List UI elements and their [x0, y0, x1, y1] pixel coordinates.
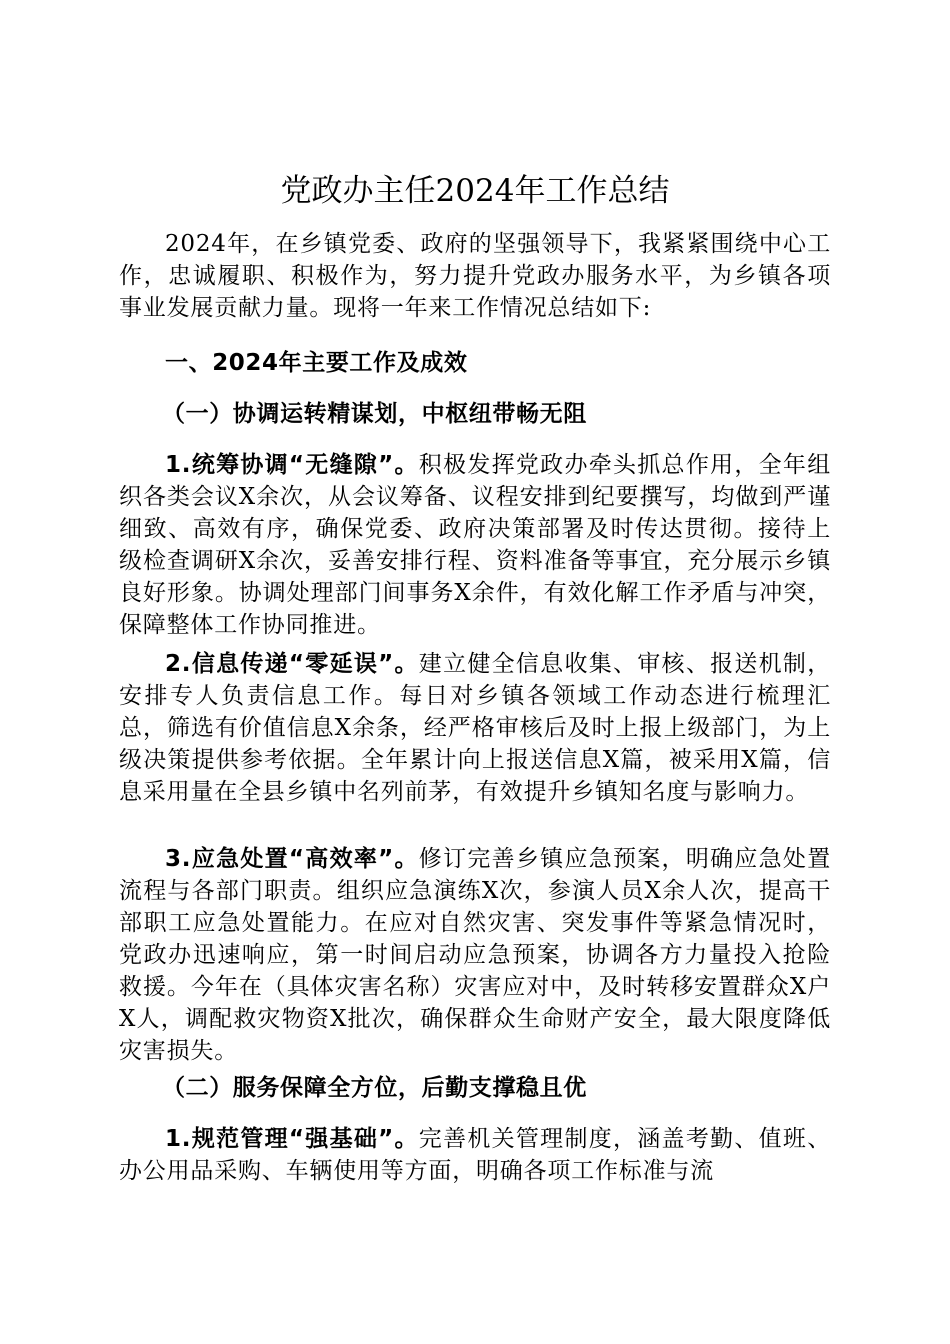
- paragraph-3: [119, 843, 831, 1067]
- paragraph-1-text: 积极发挥党政办牵头抓总作用，全年组织各类会议X余次，从会议筹备、议程安排到纪要撰写，均做到严谨细致、高效有序，确保党委、政府决策部署及时传达贯彻。接待上级检查调研X余次，妥善安排行程、资料准备等事宜，充分展示乡镇良好形象。协调处理部门间事务X余件，有效化解工作矛盾与冲突，保障整体工作协同推进。: [119, 452, 831, 638]
- paragraph-4: [119, 1123, 831, 1187]
- section-heading-1: 一、2024年主要工作及成效: [165, 350, 468, 376]
- paragraph-2-text: 建立健全信息收集、审核、报送机制，安排专人负责信息工作。每日对乡镇各领域工作动态进行梳理汇总，筛选有价值信息X余条，经严格审核后及时上报上级部门，为上级决策提供参考依据。全年累计向上报送信息X篇，被采用X篇，信息采用量在全县乡镇中名列前茅，有效提升乡镇知名度与影响力。: [119, 651, 831, 805]
- subsection-heading-2: （二）服务保障全方位，后勤支撑稳且优: [162, 1075, 587, 1101]
- intro-paragraph: 2024年，在乡镇党委、政府的坚强领导下，我紧紧围绕中心工作，忠诚履职、积极作为，努力提升党政办服务水平，为乡镇各项事业发展贡献力量。现将一年来工作情况总结如下:: [119, 231, 831, 321]
- paragraph-3-lead: 3.应急处置“高效率”。: [165, 846, 419, 872]
- paragraph-1: [119, 449, 831, 641]
- paragraph-4-lead: 1.规范管理“强基础”。: [165, 1126, 419, 1152]
- document-title: 党政办主任2024年工作总结: [280, 173, 670, 209]
- paragraph-2-lead: 2.信息传递“零延误”。: [165, 651, 419, 677]
- subsection-heading-1: （一）协调运转精谋划，中枢纽带畅无阻: [162, 401, 587, 427]
- paragraph-4-text: 完善机关管理制度，涵盖考勤、值班、办公用品采购、车辆使用等方面，明确各项工作标准与流: [119, 1126, 831, 1184]
- paragraph-1-lead: 1.统筹协调“无缝隙”。: [165, 452, 419, 478]
- paragraph-3-text: 修订完善乡镇应急预案，明确应急处置流程与各部门职责。组织应急演练X次，参演人员X余人次，提高干部职工应急处置能力。在应对自然灾害、突发事件等紧急情况时，党政办迅速响应，第一时间启动应急预案，协调各方力量投入抢险救援。今年在（具体灾害名称）灾害应对中，及时转移安置群众X户X人，调配救灾物资X批次，确保群众生命财产安全，最大限度降低灾害损失。: [119, 846, 831, 1064]
- paragraph-2: [119, 648, 831, 808]
